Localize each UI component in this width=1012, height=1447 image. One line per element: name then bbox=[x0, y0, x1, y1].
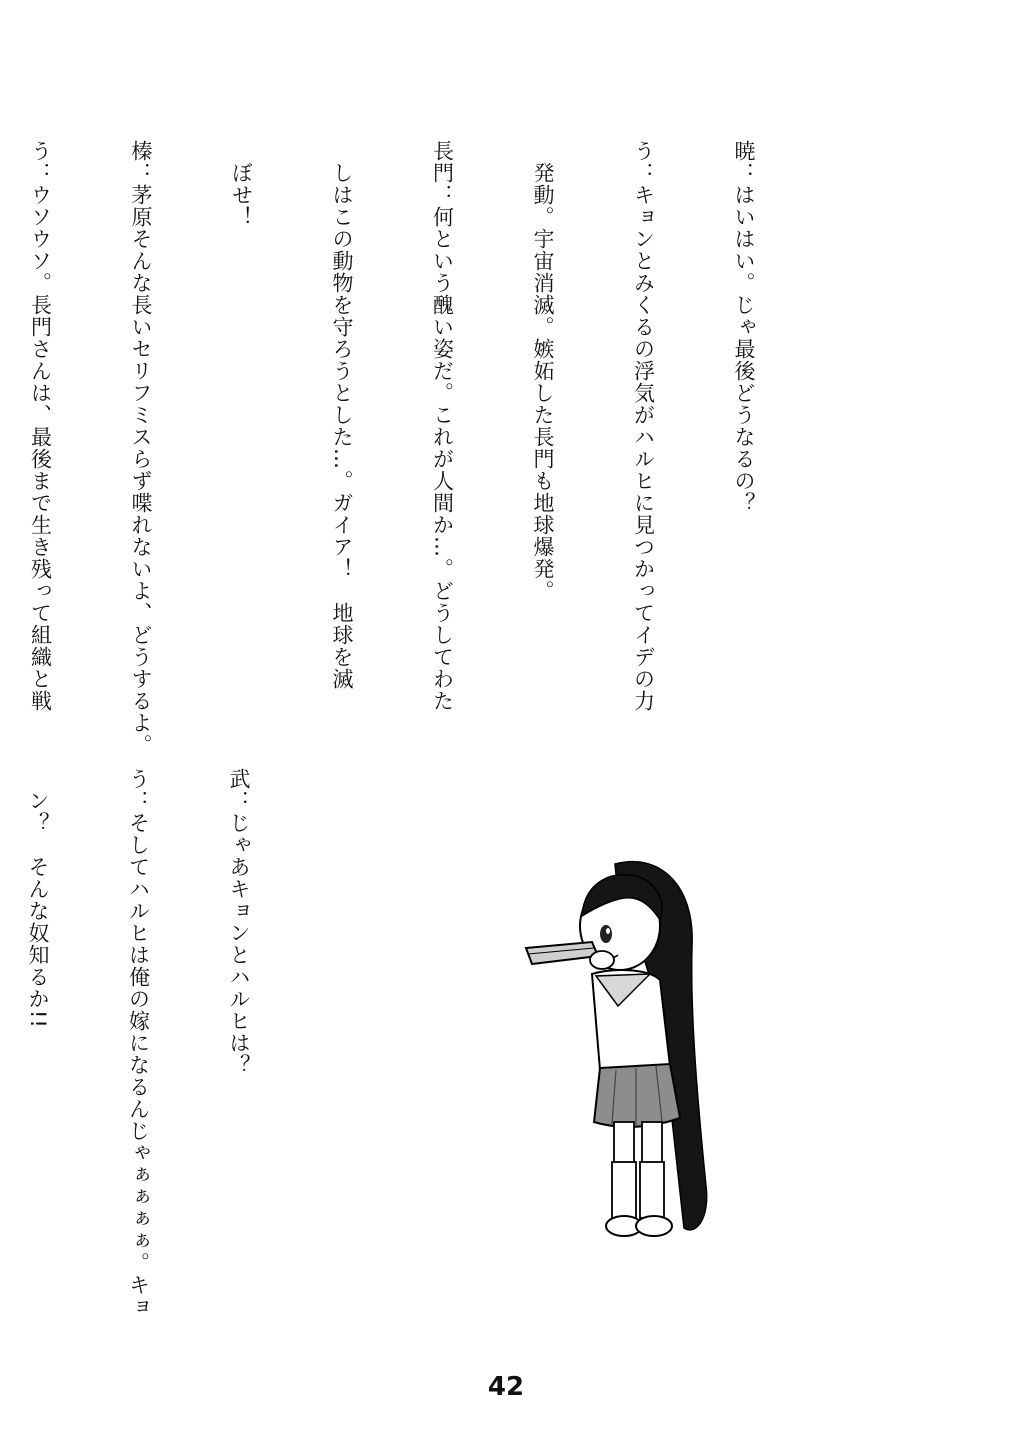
eye-shape bbox=[600, 925, 612, 943]
left-leg-shape bbox=[614, 1122, 634, 1168]
hand-shape bbox=[590, 951, 614, 969]
dialogue-line: 榛：茅原そんな長いセリフミスらず喋れないよ、どうするよ。 bbox=[129, 140, 153, 756]
dialogue-line: う：キョンとみくるの浮気がハルヒに見つかってイデの力 bbox=[631, 140, 656, 712]
dialogue-block-top bbox=[0, 140, 827, 756]
page-number: 42 bbox=[487, 1372, 525, 1402]
right-leg-shape bbox=[642, 1122, 662, 1168]
dialogue-line: 武：じゃあキョンとハルヒは？ bbox=[227, 768, 251, 1076]
skirt-shape bbox=[594, 1064, 680, 1127]
dialogue-line: ぼせ！ bbox=[229, 140, 254, 228]
right-shoe-shape bbox=[636, 1216, 672, 1236]
right-sock-shape bbox=[640, 1162, 664, 1218]
dialogue-line: しはこの動物を守ろうとした…。ガイア！ 地球を滅 bbox=[330, 140, 354, 690]
eye-highlight bbox=[606, 928, 610, 934]
dialogue-line: う：ウソウソ。長門さんは、最後まで生き残って組織と戦 bbox=[28, 140, 53, 712]
dialogue-block-bottom bbox=[0, 768, 322, 1368]
left-sock-shape bbox=[612, 1162, 636, 1218]
dialogue-line: 暁：はいはい。じゃ最後どうなるの？ bbox=[732, 140, 756, 514]
dialogue-line: ン？ そんな奴知るか!! bbox=[26, 768, 50, 1029]
dialogue-line: う：そしてハルヒは俺の嫁になるんじゃぁぁぁぁ。キョ bbox=[126, 768, 151, 1318]
dialogue-line: 発動。宇宙消滅。嫉妬した長門も地球爆発。 bbox=[531, 140, 555, 602]
dialogue-line: 長門：何という醜い姿だ。これが人間か…。どうしてわた bbox=[430, 140, 455, 712]
character-illustration bbox=[520, 856, 720, 1326]
